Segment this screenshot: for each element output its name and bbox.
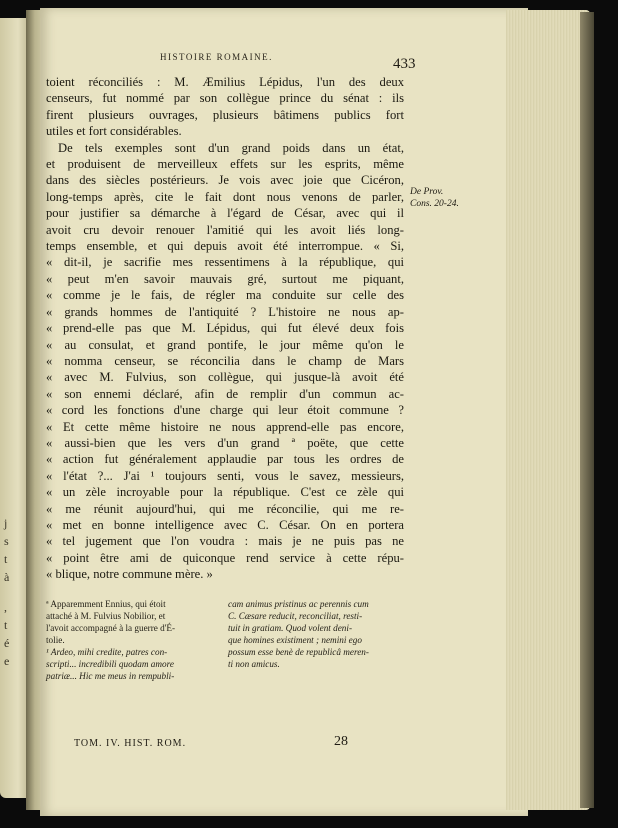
footnote-line: possum esse benè de republicâ meren- bbox=[228, 647, 369, 657]
facing-page-fragment: e bbox=[4, 654, 10, 668]
margin-note-line: De Prov. bbox=[410, 187, 444, 197]
footnotes-right bbox=[228, 598, 408, 670]
signature-mark: TOM. IV. HIST. ROM. bbox=[74, 738, 187, 749]
facing-page-fragment: s bbox=[4, 534, 9, 548]
text-line: long-temps après, cite le fait dont nous venons de parler, bbox=[46, 189, 404, 204]
footnote-line: scripti... incredibili quodam amore bbox=[46, 659, 174, 669]
text-line: dans des siècles postérieurs. Je vois avec joie que Cicéron, bbox=[46, 173, 404, 188]
text-line: censeurs, fut nommé par son collègue prince du sénat : ils bbox=[46, 91, 404, 106]
footnotes-left bbox=[46, 598, 218, 682]
text-line: « son ennemi déclaré, afin de remplir d'un commun ac- bbox=[46, 386, 404, 401]
footnote-line: cam animus pristinus ac perennis cum bbox=[228, 599, 369, 609]
text-line: « blique, notre commune mère. » bbox=[46, 567, 213, 582]
text-line: et produisent de merveilleux effets sur les esprits, même bbox=[46, 157, 404, 172]
text-line: « grands hommes de l'antiquité ? L'histoire ne nous ap- bbox=[46, 304, 404, 319]
margin-note-line: Cons. 20-24. bbox=[410, 199, 459, 209]
facing-page-fragment: j bbox=[4, 516, 8, 530]
text-line: firent plusieurs ouvrages, plusieurs bâtimens publics fort bbox=[46, 107, 404, 122]
text-line: « dit-il, je sacrifie mes ressentimens à la république, qui bbox=[46, 255, 404, 270]
text-line: « point être ami de quiconque rend service à cette répu- bbox=[46, 550, 404, 565]
footnote-line: ti non amicus. bbox=[228, 659, 280, 669]
text-line: « met en bonne intelligence avec C. César. On en portera bbox=[46, 517, 404, 532]
text-line: « au consulat, et grand pontife, le jour même qu'on le bbox=[46, 337, 404, 352]
text-line: « avec M. Fulvius, son collègue, qui jusque-là avoit été bbox=[46, 370, 404, 385]
text-line: « tel jugement que l'on voudra : mais je ne puis pas ne bbox=[46, 534, 404, 549]
footnote-line: attaché à M. Fulvius Nobilior, et bbox=[46, 611, 166, 621]
facing-page-fragment: à bbox=[4, 570, 10, 584]
margin-note bbox=[410, 186, 470, 210]
footnote-line: ª Apparemment Ennius, qui étoit bbox=[46, 599, 166, 609]
text-line: pour justifier sa démarche à l'égard de César, avec qui il bbox=[46, 206, 404, 221]
text-line: « peut m'en savoir mauvais gré, surtout me piquant, bbox=[46, 271, 404, 286]
footnote-line: patriæ... Hic me meus in rempubli- bbox=[46, 671, 175, 681]
footnote-line: que homines existiment ; nemini ego bbox=[228, 635, 362, 645]
footnote-line: tuit in gratiam. Quod volent deni- bbox=[228, 623, 353, 633]
text-line: « aussi-bien que les vers d'un grand ª poëte, que cette bbox=[46, 435, 404, 450]
text-line: « action fut généralement applaudie par tous les ordres de bbox=[46, 452, 404, 467]
text-line: toient réconciliés : M. Æmilius Lépidus, l'un des deux bbox=[46, 75, 404, 89]
text-line: utiles et fort considérables. bbox=[46, 124, 182, 139]
footnote-line: ¹ Ardeo, mihi credite, patres con- bbox=[46, 647, 168, 657]
footnote-line: tolie. bbox=[46, 635, 65, 645]
text-line: « un zèle incroyable pour la république. C'est ce zèle qui bbox=[46, 485, 404, 500]
body-text bbox=[46, 74, 404, 583]
facing-page-fragment: é bbox=[4, 636, 10, 650]
page-edge-shadow bbox=[580, 12, 594, 808]
text-line: « comme je le fais, de régler ma conduite sur celle des bbox=[46, 288, 404, 303]
text-line: « Et cette même histoire ne nous apprend-elle pas encore, bbox=[46, 419, 404, 434]
text-line: temps ensemble, et qui depuis avoit été interrompue. « Si, bbox=[46, 239, 404, 254]
footnote-line: l'avoit accompagné à la guerre d'É- bbox=[46, 623, 176, 633]
text-line: « cord les fonctions d'une charge qui leur étoit commune ? bbox=[46, 403, 404, 418]
footnote-line: C. Cæsare reducit, reconciliat, resti- bbox=[228, 611, 363, 621]
facing-page-fragment: t bbox=[4, 552, 8, 566]
page-edges bbox=[506, 10, 590, 810]
page-number: 433 bbox=[393, 56, 416, 72]
text-line: avoit cru devoir renouer l'amitié qui les avoit liés long- bbox=[46, 222, 404, 237]
facing-page-fragment: , bbox=[4, 600, 7, 614]
signature-number: 28 bbox=[334, 734, 348, 749]
text-line: De tels exemples sont d'un grand poids dans un état, bbox=[58, 140, 404, 155]
text-line: « prend-elle pas que M. Lépidus, qui fut élevé deux fois bbox=[46, 321, 404, 336]
text-line: « me réunit aujourd'hui, qui me réconcilie, qui me re- bbox=[46, 501, 404, 516]
facing-page-fragment: t bbox=[4, 618, 8, 632]
text-line: « nomma censeur, se réconcilia dans le champ de Mars bbox=[46, 353, 404, 368]
text-line: « l'état ?... J'ai ¹ toujours senti, vous le savez, messieurs, bbox=[46, 468, 404, 483]
running-head: HISTOIRE ROMAINE. bbox=[160, 52, 273, 62]
